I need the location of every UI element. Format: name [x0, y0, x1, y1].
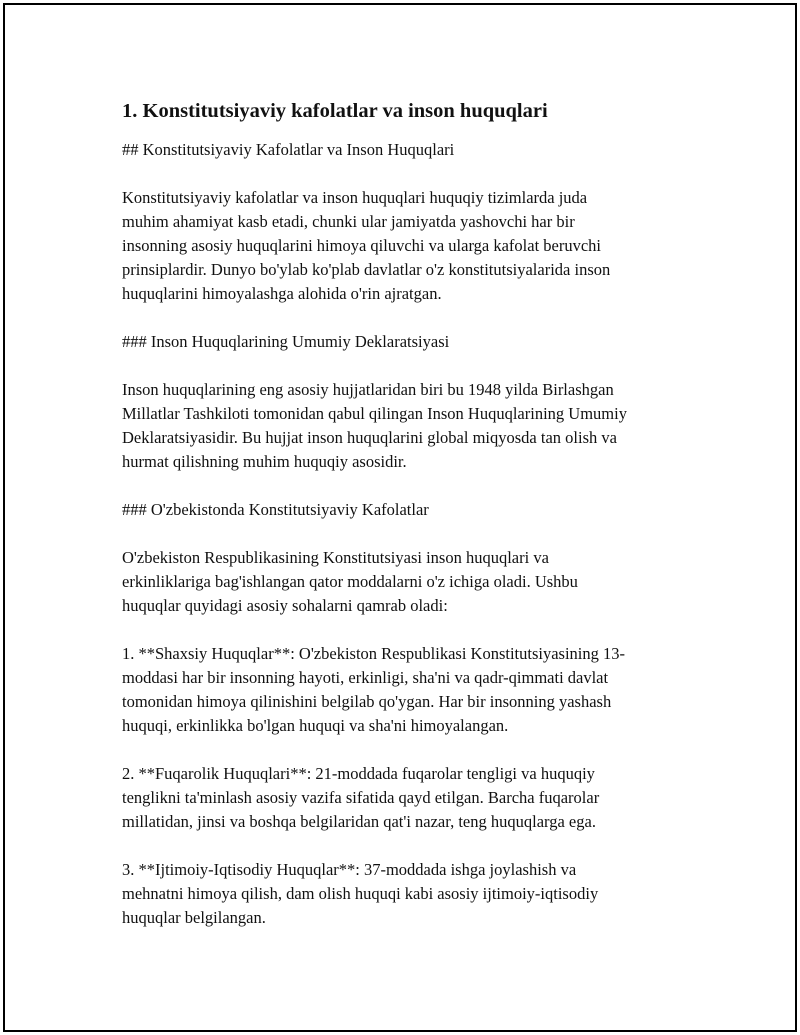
declaration-paragraph: Inson huquqlarining eng asosiy hujjatlaridan biri bu 1948 yilda Birlashgan Millatlar Tashkiloti tomonidan qabul qilingan Inson Huquqlarining Umumiy Deklaratsiyasidir. Bu hujjat inson huquqlarini global miqyosda tan olish va hurmat qilishning muhim huquqiy asosidir.: [122, 380, 627, 471]
document-body: [122, 97, 702, 954]
section-heading-declaration: ### Inson Huquqlarining Umumiy Deklaratsiyasi: [122, 332, 450, 351]
list-item-civil-rights: 2. **Fuqarolik Huquqlari**: 21-moddada fuqarolar tengligi va huquqiy tenglikni ta'minlash asosiy vazifa sifatida qayd etilgan. Barcha fuqarolar millatidan, jinsi va boshqa belgilaridan qat'i nazar, teng huquqlarga ega.: [122, 764, 600, 831]
uzbekistan-paragraph: O'zbekiston Respublikasining Konstitutsiyasi inson huquqlari va erkinliklariga bag'ishlangan qator moddalarni o'z ichiga oladi. Ushbu huquqlar quyidagi asosiy sohalarni qamrab oladi:: [122, 548, 578, 615]
section-heading-main: ## Konstitutsiyaviy Kafolatlar va Inson Huquqlari: [122, 140, 455, 159]
document-page: [3, 3, 797, 1032]
section-heading-uzbekistan: ### O'zbekistonda Konstitutsiyaviy Kafolatlar: [122, 500, 429, 519]
intro-paragraph: Konstitutsiyaviy kafolatlar va inson huquqlari huquqiy tizimlarda juda muhim ahamiyat kasb etadi, chunki ular jamiyatda yashovchi har bir insonning asosiy huquqlarini himoya qiluvchi va ularga kafolat beruvchi prinsiplardir. Dunyo bo'ylab ko'plab davlatlar o'z konstitutsiyalarida inson huquqlarini himoyalashga alohida o'rin ajratgan.: [122, 188, 611, 303]
document-title: 1. Konstitutsiyaviy kafolatlar va inson huquqlari: [122, 100, 548, 122]
list-item-personal-rights: 1. **Shaxsiy Huquqlar**: O'zbekiston Respublikasi Konstitutsiyasining 13- moddasi har bir insonning hayoti, erkinligi, sha'ni va qadr-qimmati davlat tomonidan himoya qilinishini belgilab qo'ygan. Har bir insonning yashash huquqi, erkinlikka bo'lgan huquqi va sha'ni himoyalangan.: [122, 644, 625, 735]
list-item-socioeconomic-rights: 3. **Ijtimoiy-Iqtisodiy Huquqlar**: 37-moddada ishga joylashish va mehnatni himoya qilish, dam olish huquqi kabi asosiy ijtimoiy-iqtisodiy huquqlar belgilangan.: [122, 860, 599, 927]
